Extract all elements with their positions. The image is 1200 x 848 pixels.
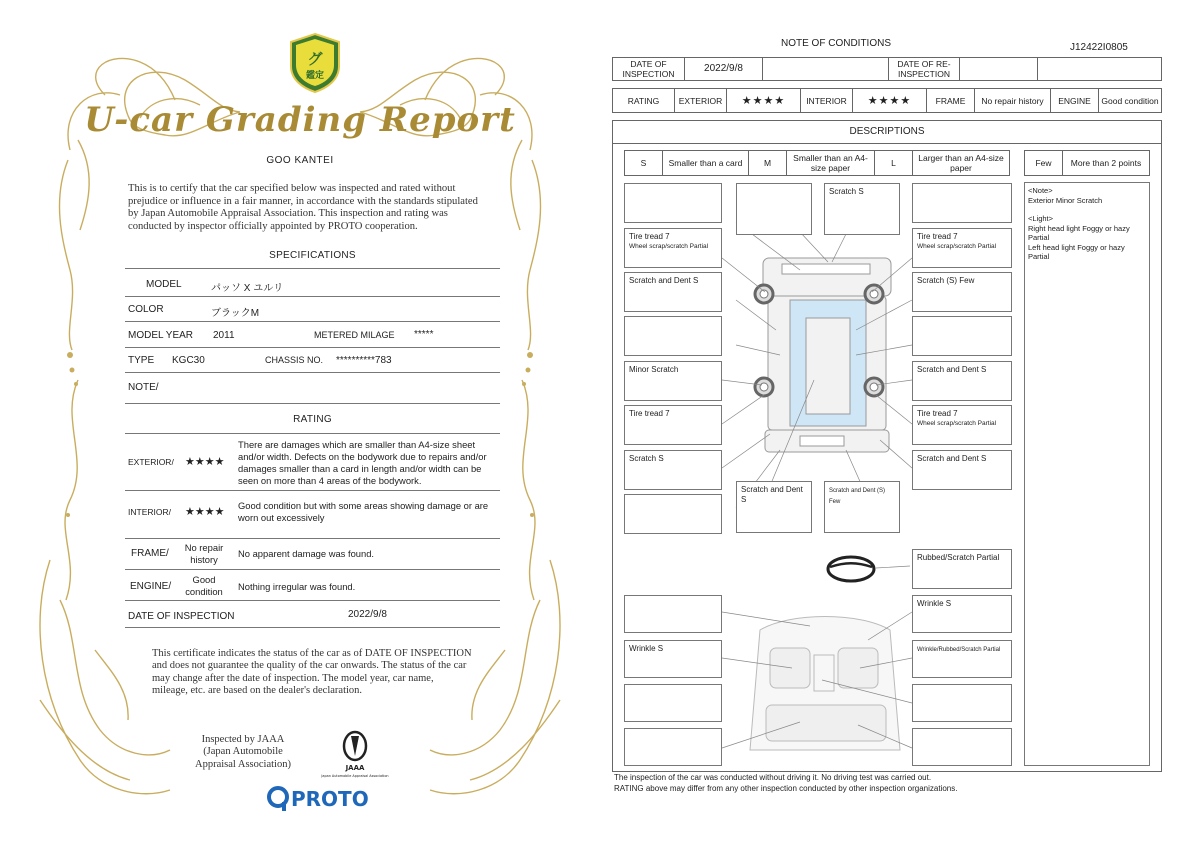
model-label: MODEL bbox=[146, 279, 182, 290]
divider bbox=[125, 372, 500, 373]
damage-box bbox=[624, 494, 722, 534]
divider bbox=[125, 538, 500, 539]
damage-box bbox=[912, 640, 1012, 678]
reinspection-label: DATE OF RE-INSPECTION bbox=[888, 58, 960, 80]
damage-box: Minor Scratch bbox=[624, 361, 722, 401]
damage-box bbox=[624, 183, 722, 223]
damage-box: Scratch and Dent S bbox=[912, 450, 1012, 490]
interior-label: INTERIOR bbox=[801, 89, 853, 112]
proto-logo-icon bbox=[266, 784, 370, 812]
interior-stars: ★★★★ bbox=[853, 89, 927, 112]
note-body: Exterior Minor Scratch bbox=[1028, 195, 1103, 205]
type-value: KGC30 bbox=[172, 355, 205, 366]
svg-text:グ: グ bbox=[307, 50, 323, 68]
rating-label: RATING bbox=[613, 89, 675, 112]
descriptions-heading: DESCRIPTIONS bbox=[612, 120, 1162, 144]
frame-value: No repair history bbox=[184, 542, 224, 565]
legend-text-l: Larger than an A4-size paper bbox=[918, 153, 1004, 173]
reinspection-value bbox=[960, 58, 1038, 80]
color-label: COLOR bbox=[128, 304, 164, 315]
exterior-label: EXTERIOR/ bbox=[128, 457, 174, 467]
divider bbox=[125, 268, 500, 269]
chassis-label: CHASSIS NO. bbox=[265, 355, 324, 365]
engine-description: Nothing irregular was found. bbox=[238, 581, 356, 592]
damage-box bbox=[736, 183, 812, 235]
damage-box: Wrinkle S bbox=[624, 640, 722, 678]
model-year-label: MODEL YEAR bbox=[128, 330, 194, 341]
damage-box bbox=[912, 228, 1012, 268]
damage-box bbox=[624, 728, 722, 766]
report-title: U-car Grading Report bbox=[84, 100, 516, 140]
rating-row bbox=[612, 88, 1162, 113]
notes-panel bbox=[1024, 182, 1150, 766]
interior-stars: ★★★★ bbox=[185, 506, 225, 518]
exterior-stars: ★★★★ bbox=[727, 89, 801, 112]
damage-subtitle: Wheel scrap/scratch Partial bbox=[629, 243, 709, 250]
frame-label: FRAME bbox=[927, 89, 975, 112]
doi-value: 2022/9/8 bbox=[685, 58, 763, 80]
metered-milage-label: METERED MILAGE bbox=[314, 330, 395, 340]
divider bbox=[125, 347, 500, 348]
engine-label: ENGINE/ bbox=[130, 581, 172, 592]
damage-box: Scratch (S) Few bbox=[912, 272, 1012, 312]
legend-key-m: M bbox=[749, 151, 787, 175]
jaaa-logo-subtext: Japan Automobile Appraisal Association bbox=[321, 774, 389, 778]
date-of-inspection-value: 2022/9/8 bbox=[348, 609, 387, 620]
interior-description: Good condition but with some areas showing damage or are worn out excessively bbox=[238, 500, 489, 523]
damage-box bbox=[912, 405, 1012, 445]
damage-box bbox=[824, 481, 900, 533]
note-label: NOTE/ bbox=[128, 382, 159, 393]
divider bbox=[125, 433, 500, 434]
exterior-label: EXTERIOR bbox=[675, 89, 727, 112]
damage-box: Scratch S bbox=[624, 450, 722, 490]
metered-milage-value: ***** bbox=[414, 329, 434, 340]
noc-disclaimer bbox=[614, 772, 957, 794]
doi-label: DATE OF INSPECTION bbox=[613, 58, 685, 80]
damage-box: Scratch S bbox=[824, 183, 900, 235]
damage-box: Wrinkle S bbox=[912, 595, 1012, 633]
reinspection-row bbox=[888, 57, 1162, 81]
few-text: More than 2 points bbox=[1070, 158, 1142, 168]
damage-subtitle: Wheel scrap/scratch Partial bbox=[917, 420, 997, 427]
color-value: ブラックM bbox=[211, 308, 260, 319]
noc-title: NOTE OF CONDITIONS bbox=[781, 38, 891, 49]
divider bbox=[125, 600, 500, 601]
report-subtitle: GOO KANTEI bbox=[266, 155, 334, 166]
engine-value: Good condition bbox=[185, 574, 223, 597]
damage-title: Wrinkle/Rubbed/Scratch Partial bbox=[917, 647, 1001, 653]
model-value: パッソ X ユルリ bbox=[211, 283, 284, 294]
few-legend bbox=[1024, 150, 1150, 176]
disclaimer-line-1: The inspection of the car was conducted without driving it. No driving test was carried out. bbox=[614, 773, 932, 782]
legend-text-m: Smaller than an A4-size paper bbox=[787, 151, 875, 175]
damage-box bbox=[912, 684, 1012, 722]
damage-box bbox=[624, 316, 722, 356]
light-heading: <Light> bbox=[1028, 214, 1054, 223]
legend-key-s: S bbox=[625, 151, 663, 175]
divider bbox=[125, 321, 500, 322]
light-note-left: Left head light Foggy or hazy Partial bbox=[1028, 242, 1125, 261]
interior-label: INTERIOR/ bbox=[128, 507, 171, 517]
damage-title: Tire tread 7 bbox=[629, 232, 670, 241]
note-heading: <Note> bbox=[1028, 186, 1053, 195]
model-year-value: 2011 bbox=[213, 330, 235, 341]
damage-box bbox=[624, 595, 722, 633]
rating-heading: RATING bbox=[293, 414, 332, 425]
chassis-value: **********783 bbox=[336, 355, 392, 366]
size-legend bbox=[624, 150, 1010, 176]
certificate-disclaimer: This certificate indicates the status of the car as of DATE OF INSPECTION and does not guarantee the quality of the car onwards. The status of the car may change after the date of inspection. The model year, car name, mileage, etc. are based on the dealer's declaration. bbox=[152, 648, 472, 697]
divider bbox=[125, 490, 500, 491]
engine-label: ENGINE bbox=[1051, 89, 1099, 112]
exterior-description: There are damages which are smaller than A4-size sheet and/or width. Defects on the bodywork due to repairs and/or damages smaller than a card in length and/or width can be seen on more than 4 areas of the bodywork. bbox=[238, 439, 487, 486]
empty-cell bbox=[763, 58, 889, 80]
light-note-right: Right head light Foggy or hazy Partial bbox=[1028, 223, 1130, 242]
damage-box: Scratch and Dent S bbox=[736, 481, 812, 533]
damage-box: Tire tread 7 bbox=[624, 405, 722, 445]
damage-box bbox=[624, 684, 722, 722]
divider bbox=[125, 403, 500, 404]
damage-box bbox=[624, 228, 722, 268]
proto-logo-text: PROTO bbox=[291, 787, 369, 811]
damage-title: Tire tread 7 bbox=[917, 409, 958, 418]
certification-statement: This is to certify that the car specified below was inspected and rated without prejudice or influence in a fair manner, in accordance with the standards stipulated by Japan Automobile Appraisal Association. This inspection and rating was conducted by inspector officially appointed by PROTO cooperation. bbox=[128, 183, 478, 232]
type-label: TYPE bbox=[128, 355, 155, 366]
goo-kantei-badge-icon bbox=[287, 32, 343, 94]
date-of-inspection-label: DATE OF INSPECTION bbox=[128, 611, 235, 622]
divider bbox=[125, 627, 500, 628]
exterior-stars: ★★★★ bbox=[185, 456, 225, 468]
damage-box bbox=[912, 728, 1012, 766]
frame-description: No apparent damage was found. bbox=[238, 548, 375, 559]
frame-label: FRAME/ bbox=[131, 548, 169, 559]
specifications-heading: SPECIFICATIONS bbox=[269, 250, 356, 261]
damage-box: Scratch and Dent S bbox=[912, 361, 1012, 401]
legend-key-l: L bbox=[875, 151, 913, 175]
damage-title: Tire tread 7 bbox=[917, 232, 958, 241]
empty-cell bbox=[1038, 58, 1163, 80]
report-id: J12422I0805 bbox=[1070, 42, 1128, 53]
disclaimer-line-2: RATING above may differ from any other inspection conducted by other inspection organizations. bbox=[614, 784, 958, 793]
jaaa-logo-text: JAAA bbox=[345, 764, 365, 772]
engine-value: Good condition bbox=[1101, 95, 1159, 106]
jaaa-logo-icon bbox=[318, 730, 392, 780]
divider bbox=[125, 569, 500, 570]
damage-subtitle: Wheel scrap/scratch Partial bbox=[917, 243, 997, 250]
divider bbox=[125, 296, 500, 297]
legend-text-s: Smaller than a card bbox=[663, 151, 749, 175]
damage-box bbox=[912, 183, 1012, 223]
frame-value: No repair history bbox=[975, 89, 1051, 112]
damage-box: Rubbed/Scratch Partial bbox=[912, 549, 1012, 589]
inspected-by: Inspected by JAAA (Japan Automobile Appraisal Association) bbox=[195, 734, 291, 770]
damage-box bbox=[912, 316, 1012, 356]
damage-box: Scratch and Dent S bbox=[624, 272, 722, 312]
svg-text:鑑定: 鑑定 bbox=[305, 71, 325, 81]
few-label: Few bbox=[1025, 151, 1063, 175]
damage-title: Scratch and Dent (S) Few bbox=[829, 488, 886, 505]
note-of-conditions bbox=[600, 0, 1200, 848]
